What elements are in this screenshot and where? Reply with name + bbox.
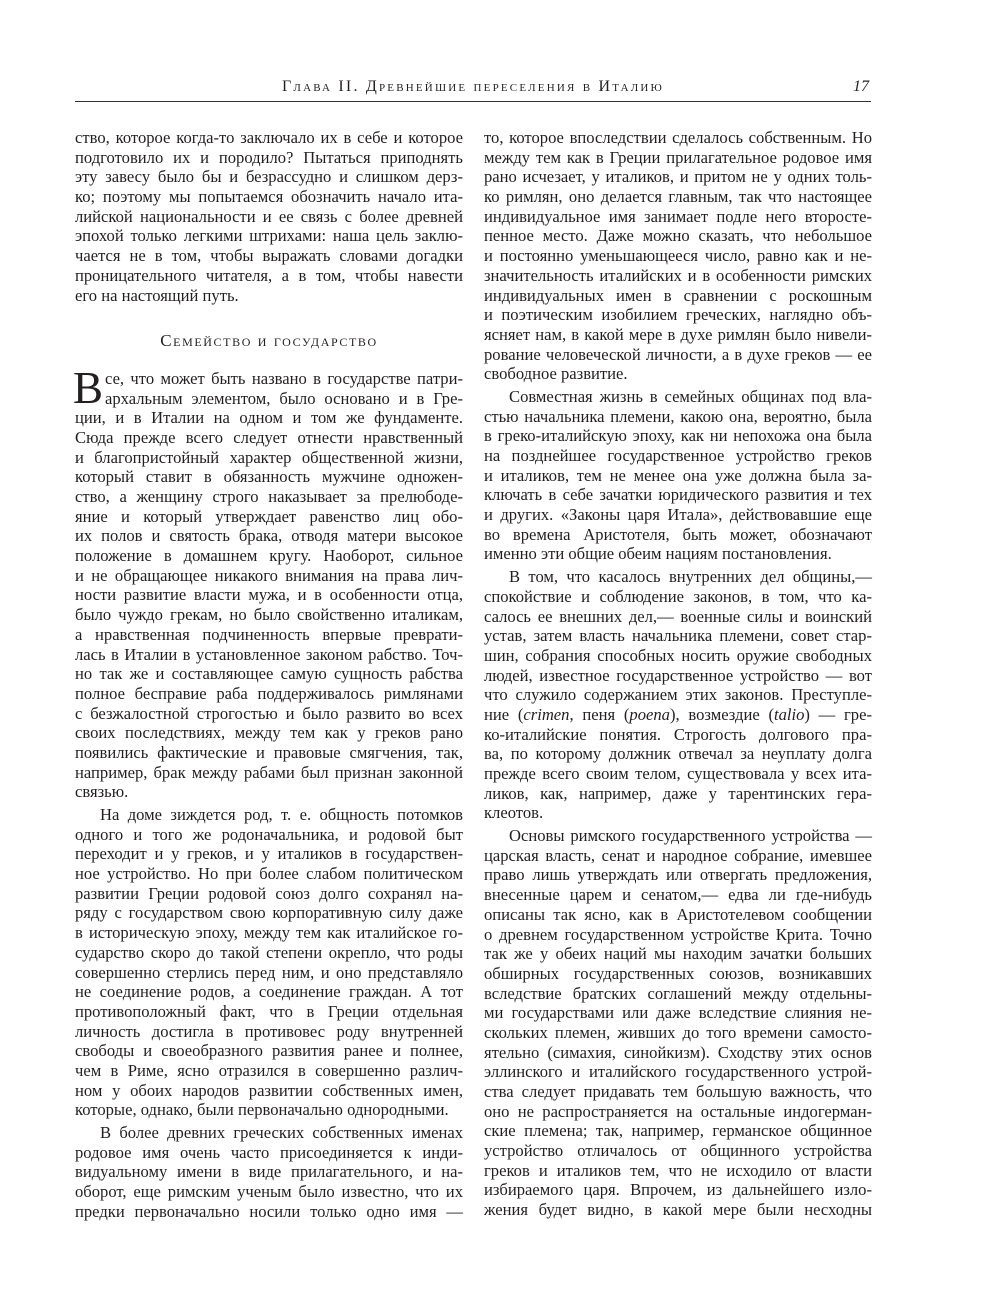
text-line: их полов и святость брака, отводя матери высокое xyxy=(75,526,463,546)
text-line: свободы и своеобразного развития ранее и полнее, xyxy=(75,1041,463,1061)
text-line: избираемого царя. Впрочем, из дальнейшего изло- xyxy=(484,1180,872,1200)
text-line: эту завесу было бы и безрассудно и слишком дерз- xyxy=(75,167,463,187)
text-line: ские племена; так, например, германское общинное xyxy=(484,1121,872,1141)
text-line: ство, которое когда-то заключало их в себе и которое xyxy=(75,128,463,147)
text-line: и италиков, тем не менее она уже должна была за- xyxy=(484,465,872,485)
text-line: На доме зиждется род, т. е. общность потомков xyxy=(100,805,463,825)
text-line: и других. «Законы царя Итала», действовавшие еще xyxy=(484,505,872,525)
text-line: совершенно стерлись перед ним, и оно представляло xyxy=(75,962,463,982)
text-line: во времена Аристотеля, быть может, обозначают xyxy=(484,524,872,544)
text-line: подготовило их и породило? Пытаться приподнять xyxy=(75,147,463,167)
text-segment: , пеня ( xyxy=(569,704,630,724)
text-line: право лишь утверждать или отвергать предложения, xyxy=(484,865,872,885)
text-line: эллинского и италийского государственного устрой- xyxy=(484,1062,872,1082)
text-line: ности развитие власти мужа, и в особенности отца, xyxy=(75,585,463,605)
paragraph-names xyxy=(75,1123,463,1221)
text-line: индивидуальных имен в сравнении с роскошным xyxy=(484,285,872,305)
text-segment: ), возмездие ( xyxy=(669,704,774,724)
paragraph-intro xyxy=(75,128,463,305)
paragraph-community xyxy=(484,387,872,564)
text-line: чем в Риме, ясно отразился в совершенно различ- xyxy=(75,1060,463,1080)
text-line: появились фактические и правовые смягчения, так, xyxy=(75,742,463,762)
text-line: устройство отличалось от общинного устройства xyxy=(484,1141,872,1161)
text-line: ко-италийские понятия. Строгость долгового пра- xyxy=(484,724,872,744)
text-line: ства следует придавать тем большую важность, что xyxy=(484,1082,872,1101)
text-line: шин, собрания способных носить оружие свободных xyxy=(484,645,872,665)
text-line: проницательного читателя, а в том, чтобы навести xyxy=(75,265,463,285)
text-line: и благопристойный характер общественной жизни, xyxy=(75,447,463,467)
text-line: полное бесправие раба поддерживалось римлянами xyxy=(75,683,463,703)
text-line: и не обращающее никакого внимания на права лич- xyxy=(75,565,463,585)
text-line: пенное место. Даже можно сказать, что небольшое xyxy=(484,226,872,246)
text-line: противоположный факт, что в Греции отдельная xyxy=(75,1001,463,1021)
latin-term: talio xyxy=(773,704,805,724)
text-line: например, брак между рабами был признан законной xyxy=(75,762,463,782)
text-line: видуальному имени в виде прилагательного, и на- xyxy=(75,1162,463,1182)
text-line: В более древних греческих собственных именах xyxy=(100,1123,463,1143)
text-line: греков и италиков тем, что не исходило от власти xyxy=(484,1160,872,1180)
text-line: оно не распространяется на остальные индогерман- xyxy=(484,1101,872,1121)
text-line: ва, по которому должник отвечал за неуплату долга xyxy=(484,744,872,764)
right-column xyxy=(484,125,872,1220)
text-line: а нравственная подчиненность впервые преврати- xyxy=(75,624,463,644)
text-line: рано исчезает, у италиков, и притом не у одних толь- xyxy=(484,167,872,187)
paragraph-names-cont xyxy=(484,128,872,384)
text-line: людей, известное государственное устройство — вот xyxy=(484,665,872,685)
text-line: предки первоначально носили только одно имя — xyxy=(75,1201,463,1221)
paragraph-laws xyxy=(484,567,872,823)
text-line: эпохой только легкими штрихами: наша цель заклю- xyxy=(75,226,463,246)
text-line: ное устройство. Но при более слабом политическом xyxy=(75,864,463,884)
text-line: описаны так ясно, как в Аристотелевом сообщении xyxy=(484,904,872,924)
text-line: личность достигла в противовес роду внутренней xyxy=(75,1021,463,1041)
text-line: вследствие братских соглашений между отдельны- xyxy=(484,983,872,1003)
text-line: ции, и в Италии на одном и том же фундаменте. xyxy=(75,408,463,428)
latin-term: poena xyxy=(629,704,670,724)
page-number: 17 xyxy=(853,78,869,95)
text-line: стью начальника племени, какою она, вероятно, была xyxy=(484,406,872,426)
text-line: ключать в себе зачатки юридического развития и тех xyxy=(484,485,872,505)
text-line: яние и который утверждает равенство лиц обо- xyxy=(75,506,463,526)
text-line: царская власть, сенат и народное собрание, имевшее xyxy=(484,845,872,865)
text-line: ясняет нам, в какой мере в духе римлян было нивели- xyxy=(484,324,872,344)
text-line: с безжалостной строгостью и было развито во всех xyxy=(75,703,463,723)
text-line: салось ее внешних дел,— военные силы и воинский xyxy=(484,606,872,626)
text-line: архальным элементом, было основано и в Гре- xyxy=(105,388,463,408)
latin-term: crimen xyxy=(523,704,570,724)
paragraph-clan xyxy=(75,805,463,1120)
text-line: Основы римского государственного устройства — xyxy=(509,826,872,846)
text-line: и поэтическим изобилием греческих, наглядно объ- xyxy=(484,305,872,325)
text-line: но так же и составляющее самую сущность рабства xyxy=(75,664,463,684)
text-line: и постоянно уменьшающееся число, равно как и не- xyxy=(484,246,872,266)
text-line: устав, затем власть начальника племени, совет стар- xyxy=(484,626,872,646)
text-line: клеотов. xyxy=(484,803,544,823)
text-line: ми государствами или даже вследствие слияния не- xyxy=(484,1003,872,1023)
text-line: сударство скоро до такой степени окрепло, что роды xyxy=(75,942,463,962)
text-line: жения будет видно, в какой мере были несходны xyxy=(484,1200,872,1220)
text-line: одного и того же родоначальника, и родовой быт xyxy=(75,824,463,844)
text-line: оборот, еще римским ученым было известно, что их xyxy=(75,1182,463,1202)
text-line: в историческую эпоху, между тем как италийское го- xyxy=(75,923,463,943)
text-segment: ние ( xyxy=(484,704,524,724)
text-line: именно эти общие обеим нациям постановления. xyxy=(484,544,832,564)
text-line: между тем как в Греции прилагательное родовое имя xyxy=(484,147,872,167)
text-line: значительность италийских и в особенности римских xyxy=(484,265,872,285)
text-line: связью. xyxy=(75,782,129,802)
paragraph-constitution xyxy=(484,826,872,1220)
text-line: В том, что касалось внутренних дел общины,— xyxy=(509,567,872,587)
text-line: которые, однако, были первоначально однородными. xyxy=(75,1100,449,1120)
text-line: ко римлян, оно делается главным, так что настоящее xyxy=(484,187,872,207)
text-line: ко; поэтому мы попытаемся обозначить начало ита- xyxy=(75,187,463,207)
text-line: его на настоящий путь. xyxy=(75,285,239,305)
text-line: Сюда прежде всего следует отнести нравственный xyxy=(75,427,463,447)
running-header xyxy=(75,76,871,102)
text-line: ликов, как, например, даже у тарентинских гера- xyxy=(484,783,872,803)
text-line: то, которое впоследствии сделалось собственным. Но xyxy=(484,128,872,147)
text-line: на позднейшее государственное устройство греков xyxy=(484,446,872,465)
text-line: положение в домашнем кругу. Наоборот, сильное xyxy=(75,546,463,566)
text-line: родовое имя очень часто присоединяется к инди- xyxy=(75,1142,463,1162)
text-line: лийской национальности и ее связь с более древней xyxy=(75,206,463,226)
text-line: лась в Италии в установленное законом рабство. Точ- xyxy=(75,644,463,664)
left-column xyxy=(75,125,463,1221)
text-line: было чуждо грекам, но было свойственно италикам, xyxy=(75,605,463,625)
text-line: так же у обеих наций мы находим зачатки больших xyxy=(484,944,872,964)
text-line: который ставит в обязанность мужчине одножен- xyxy=(75,467,463,487)
section-heading: Семейство и государство xyxy=(160,331,378,351)
text-line: чается не в том, чтобы выражать словами догадки xyxy=(75,246,463,266)
text-line: свободное развитие. xyxy=(484,364,628,384)
text-line xyxy=(484,705,872,725)
text-line: что служило содержанием этих законов. Преступле- xyxy=(484,685,872,705)
text-line: в греко-италийскую эпоху, как ни непохожа она была xyxy=(484,426,872,446)
text-line: не соединение родов, а соединение граждан. А тот xyxy=(75,982,463,1002)
chapter-title: Глава II. Древнейшие переселения в Италию xyxy=(281,78,665,95)
text-line: спокойствие и соблюдение законов, в том, что ка- xyxy=(484,586,872,606)
text-line: ном у обоих народов развитии собственных имен, xyxy=(75,1080,463,1100)
text-line: Совместная жизнь в семейных общинах под вла- xyxy=(509,386,872,406)
paragraph-lines xyxy=(75,369,463,802)
text-line: се, что может быть названо в государстве патри- xyxy=(105,368,463,388)
text-line: развитии Греции родовой союз долго сохранял на- xyxy=(75,883,463,903)
text-line: о древнем государственном устройстве Крита. Точно xyxy=(484,924,872,944)
text-line: ряду с государством свою корпоративную силу даже xyxy=(75,903,463,923)
text-line: рование человеческой личности, а в духе греков — ее xyxy=(484,344,872,364)
text-line: обширных государственных союзов, возникавших xyxy=(484,963,872,983)
drop-cap: В xyxy=(73,362,104,413)
text-line: ство, а женщину строго наказывает за прелюбоде- xyxy=(75,487,463,507)
text-line: прежде всего своим телом, существовала у всех ита- xyxy=(484,764,872,783)
text-line: своих последствиях, между тем как у греков рано xyxy=(75,723,463,743)
text-line: переходит и у греков, и у италиков в государствен- xyxy=(75,844,463,864)
paragraph-family xyxy=(73,362,463,802)
text-line: индивидуальное имя занимает подле него второсте- xyxy=(484,206,872,226)
text-line: внесенные царем и сенатом,— едва ли где-нибудь xyxy=(484,885,872,905)
text-line: скольких племен, живших до того времени самосто- xyxy=(484,1022,872,1042)
text-line: ятельно (симахия, синойкизм). Сходству этих основ xyxy=(484,1042,872,1062)
text-segment: ) — гре- xyxy=(804,704,872,724)
